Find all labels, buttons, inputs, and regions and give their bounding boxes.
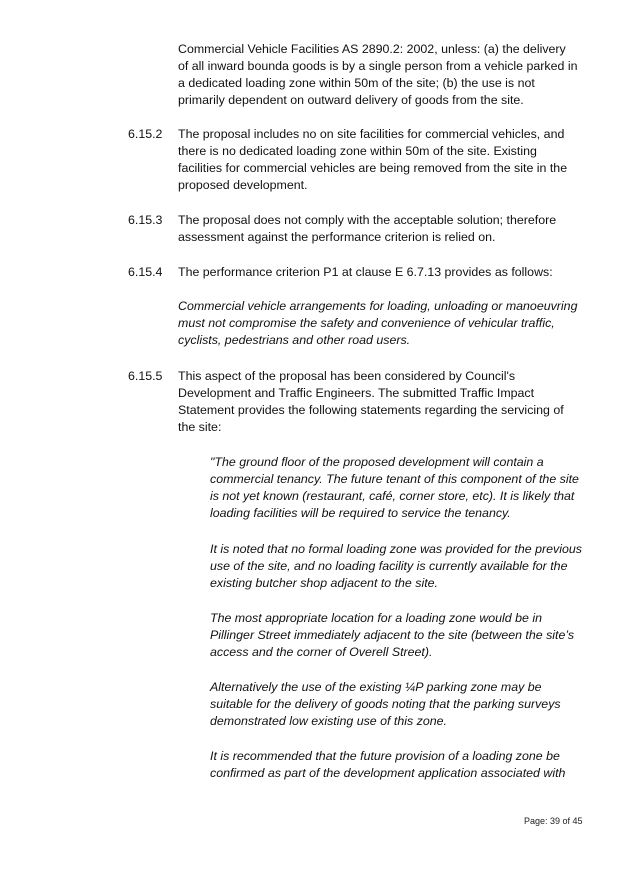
section-number-6-15-4: 6.15.4 bbox=[128, 265, 163, 279]
section-text-6-15-3: The proposal does not comply with the acceptable solution; therefore assessment against the performance criterion is relied on. bbox=[178, 213, 557, 244]
tis-quote-paragraph: It is noted that no formal loading zone was provided for the previous use of the site, and no loading facility is currently available for the existing butcher shop adjacent to the site. bbox=[210, 542, 582, 590]
page-number: Page: 39 of 45 bbox=[524, 816, 583, 826]
tis-quote-paragraph: It is recommended that the future provision of a loading zone be confirmed as part of the development application associated with bbox=[210, 749, 566, 780]
criterion-quote: Commercial vehicle arrangements for loading, unloading or manoeuvring must not compromise the safety and convenience of vehicular traffic, cyclists, pedestrians and other road users. bbox=[178, 299, 578, 347]
section-text-6-15-5: This aspect of the proposal has been considered by Council's Development and Traffic Engineers. The submitted Traffic Impact Statement provides the following statements regarding the servicing of the site: bbox=[178, 369, 564, 434]
section-number-6-15-5: 6.15.5 bbox=[128, 369, 163, 383]
section-text-6-15-2: The proposal includes no on site facilities for commercial vehicles, and there is no dedicated loading zone within 50m of the site. Existing facilities for commercial vehicles are being removed from the site in the proposed development. bbox=[178, 127, 568, 192]
section-number-6-15-2: 6.15.2 bbox=[128, 127, 163, 141]
tis-quote-paragraph: Alternatively the use of the existing ¼P parking zone may be suitable for the delivery of goods noting that the parking surveys demonstrated low existing use of this zone. bbox=[210, 680, 561, 728]
tis-quote-paragraph: "The ground floor of the proposed development will contain a commercial tenancy. The future tenant of this component of the site is not yet known (restaurant, café, corner store, etc). It is likely that loading facilities will be required to service the tenancy. bbox=[210, 455, 579, 520]
section-number-6-15-3: 6.15.3 bbox=[128, 213, 163, 227]
tis-quote-paragraph: The most appropriate location for a loading zone would be in Pillinger Street immediately adjacent to the site (between the site’s access and the corner of Overell Street). bbox=[210, 611, 575, 659]
intro-paragraph: Commercial Vehicle Facilities AS 2890.2: 2002, unless: (a) the delivery of all inward bounda goods is by a single person from a vehicle parked in a dedicated loading zone within 50m of the site; (b) the use is not primarily dependent on outward delivery of goods from the site. bbox=[178, 42, 578, 107]
section-text-6-15-4: The performance criterion P1 at clause E 6.7.13 provides as follows: bbox=[178, 265, 553, 279]
